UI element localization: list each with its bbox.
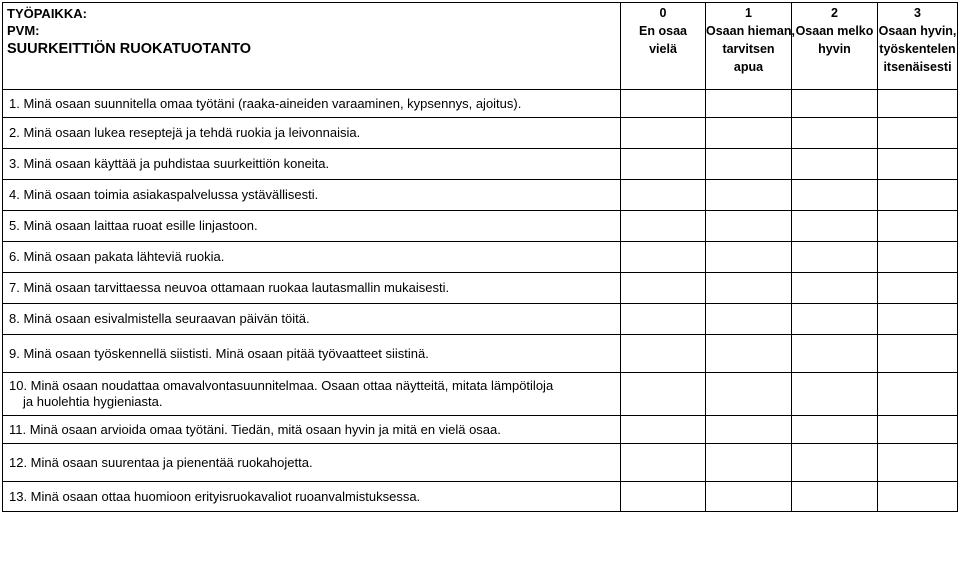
header-info-cell	[3, 3, 621, 90]
table-row	[3, 335, 958, 373]
rating-cell-0[interactable]	[621, 373, 706, 416]
rating-cell-3[interactable]	[878, 482, 958, 512]
rating-cell-3[interactable]	[878, 211, 958, 242]
page-title: SUURKEITTIÖN RUOKATUOTANTO	[7, 41, 252, 57]
item-text: 7. Minä osaan tarvittaessa neuvoa ottamaan ruokaa lautasmallin mukaisesti.	[3, 273, 621, 304]
table-row	[3, 416, 958, 444]
item-text: 4. Minä osaan toimia asiakaspalvelussa ystävällisesti.	[3, 180, 621, 211]
scale-header-3	[878, 3, 958, 90]
scale-number: 3	[914, 6, 921, 20]
table-row	[3, 242, 958, 273]
table-row	[3, 180, 958, 211]
rating-cell-0[interactable]	[621, 335, 706, 373]
rating-cell-1[interactable]	[706, 335, 792, 373]
rating-cell-2[interactable]	[792, 335, 878, 373]
table-row	[3, 304, 958, 335]
scale-number: 1	[745, 6, 752, 20]
header-row	[3, 3, 958, 90]
rating-cell-3[interactable]	[878, 118, 958, 149]
rating-cell-2[interactable]	[792, 482, 878, 512]
scale-label-line: Osaan melko	[795, 24, 874, 38]
scale-header-1	[706, 3, 795, 90]
rating-cell-1[interactable]	[706, 373, 792, 416]
item-text: 12. Minä osaan suurentaa ja pienentää ruokahojetta.	[3, 444, 621, 482]
workplace-label: TYÖPAIKKA:	[7, 6, 87, 21]
rating-cell-1[interactable]	[706, 149, 792, 180]
scale-label-line: työskentelen	[879, 42, 956, 56]
item-text-line: 10. Minä osaan noudattaa omavalvontasuunnitelmaa. Osaan ottaa näytteitä, mitata lämpötiloja	[9, 378, 554, 393]
table-row	[3, 373, 958, 416]
rating-cell-1[interactable]	[706, 90, 792, 118]
rating-cell-1[interactable]	[706, 211, 792, 242]
scale-header-2	[792, 3, 878, 90]
table-row	[3, 149, 958, 180]
scale-label-line: En osaa	[639, 24, 687, 38]
scale-label-line: Osaan hieman,	[706, 24, 795, 38]
item-text: 5. Minä osaan laittaa ruoat esille linjastoon.	[3, 211, 621, 242]
rating-cell-3[interactable]	[878, 90, 958, 118]
rating-cell-2[interactable]	[792, 416, 878, 444]
rating-cell-3[interactable]	[878, 444, 958, 482]
rating-cell-2[interactable]	[792, 444, 878, 482]
rating-cell-2[interactable]	[792, 149, 878, 180]
table-row	[3, 118, 958, 149]
item-text-multiline	[3, 373, 621, 416]
table-row	[3, 482, 958, 512]
scale-label-line: Osaan hyvin,	[878, 24, 957, 38]
rating-cell-0[interactable]	[621, 180, 706, 211]
scale-label-line: vielä	[649, 42, 677, 56]
rating-cell-1[interactable]	[706, 482, 792, 512]
rating-cell-3[interactable]	[878, 273, 958, 304]
rating-cell-3[interactable]	[878, 416, 958, 444]
self-assessment-table	[2, 2, 958, 512]
rating-cell-1[interactable]	[706, 444, 792, 482]
rating-cell-2[interactable]	[792, 373, 878, 416]
table-row	[3, 444, 958, 482]
rating-cell-2[interactable]	[792, 304, 878, 335]
rating-cell-3[interactable]	[878, 304, 958, 335]
item-text: 8. Minä osaan esivalmistella seuraavan päivän töitä.	[3, 304, 621, 335]
date-label: PVM:	[7, 23, 40, 38]
item-text-continuation: ja huolehtia hygieniasta.	[23, 394, 163, 409]
item-text: 13. Minä osaan ottaa huomioon erityisruokavaliot ruoanvalmistuksessa.	[3, 482, 621, 512]
table-row	[3, 90, 958, 118]
rating-cell-1[interactable]	[706, 416, 792, 444]
rating-cell-0[interactable]	[621, 273, 706, 304]
rating-cell-1[interactable]	[706, 242, 792, 273]
rating-cell-0[interactable]	[621, 242, 706, 273]
item-text: 1. Minä osaan suunnitella omaa työtäni (raaka-aineiden varaaminen, kypsennys, ajoitus).	[3, 90, 621, 118]
item-text: 2. Minä osaan lukea reseptejä ja tehdä ruokia ja leivonnaisia.	[3, 118, 621, 149]
rating-cell-3[interactable]	[878, 335, 958, 373]
item-text: 6. Minä osaan pakata lähteviä ruokia.	[3, 242, 621, 273]
item-text: 11. Minä osaan arvioida omaa työtäni. Tiedän, mitä osaan hyvin ja mitä en vielä osaa.	[3, 416, 621, 444]
rating-cell-2[interactable]	[792, 180, 878, 211]
rating-cell-3[interactable]	[878, 149, 958, 180]
rating-cell-0[interactable]	[621, 90, 706, 118]
scale-number: 2	[831, 6, 838, 20]
rating-cell-0[interactable]	[621, 482, 706, 512]
rating-cell-1[interactable]	[706, 180, 792, 211]
rating-cell-0[interactable]	[621, 211, 706, 242]
rating-cell-0[interactable]	[621, 149, 706, 180]
rating-cell-2[interactable]	[792, 242, 878, 273]
rating-cell-0[interactable]	[621, 416, 706, 444]
rating-cell-0[interactable]	[621, 118, 706, 149]
scale-number: 0	[659, 6, 667, 20]
rating-cell-1[interactable]	[706, 273, 792, 304]
item-text: 9. Minä osaan työskennellä siististi. Minä osaan pitää työvaatteet siistinä.	[3, 335, 621, 373]
rating-cell-3[interactable]	[878, 180, 958, 211]
rating-cell-2[interactable]	[792, 211, 878, 242]
scale-label-line: itsenäisesti	[883, 60, 952, 74]
rating-cell-0[interactable]	[621, 444, 706, 482]
scale-label-line: hyvin	[818, 42, 851, 56]
rating-cell-2[interactable]	[792, 90, 878, 118]
rating-cell-2[interactable]	[792, 273, 878, 304]
rating-cell-0[interactable]	[621, 304, 706, 335]
rating-cell-1[interactable]	[706, 304, 792, 335]
scale-label-line: tarvitsen	[722, 42, 775, 56]
rating-cell-3[interactable]	[878, 373, 958, 416]
rating-cell-2[interactable]	[792, 118, 878, 149]
table-row	[3, 273, 958, 304]
rating-cell-3[interactable]	[878, 242, 958, 273]
rating-cell-1[interactable]	[706, 118, 792, 149]
scale-label-line: apua	[733, 60, 764, 74]
item-text: 3. Minä osaan käyttää ja puhdistaa suurkeittiön koneita.	[3, 149, 621, 180]
scale-header-0	[621, 3, 706, 90]
table-row	[3, 211, 958, 242]
